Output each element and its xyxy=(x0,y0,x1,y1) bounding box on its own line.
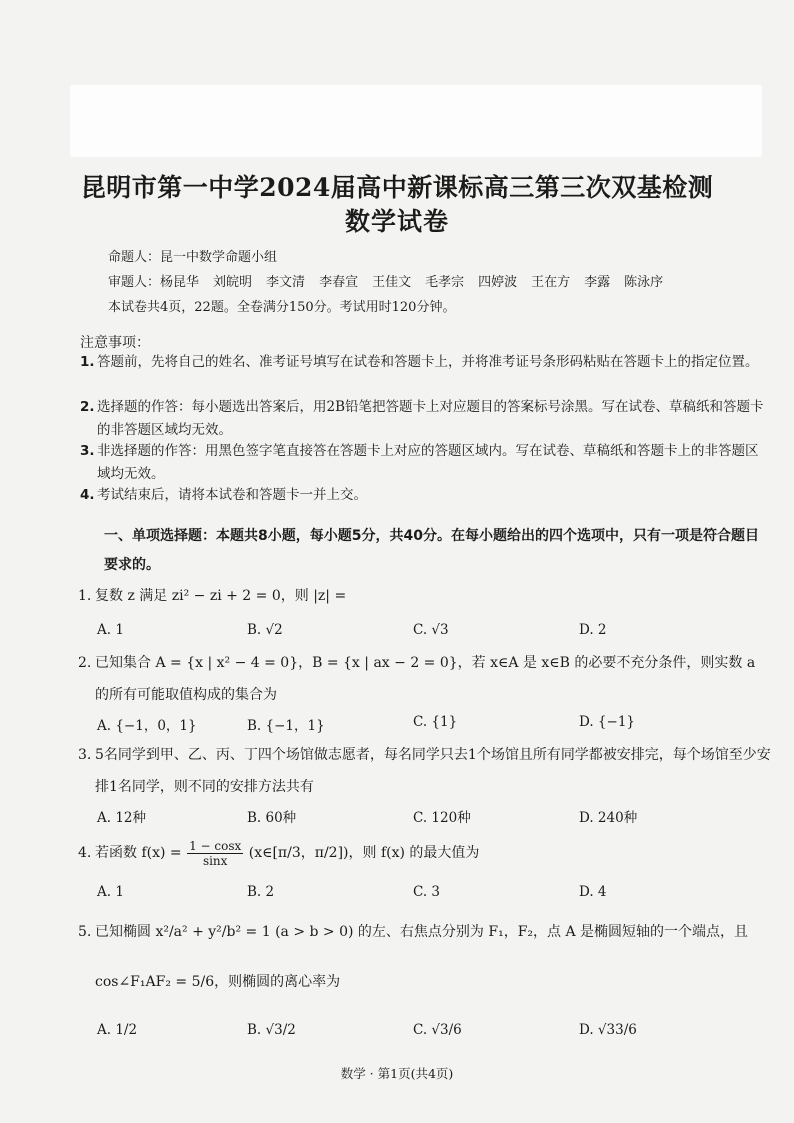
blank-header-band xyxy=(70,85,762,157)
question-number: 3. xyxy=(78,747,92,763)
reviewer-name: 李露 xyxy=(584,275,611,290)
question-number: 1. xyxy=(78,588,92,604)
section-heading xyxy=(80,522,770,580)
option-b: B. √3/2 xyxy=(247,1022,296,1038)
question-text: 已知集合 A = {x | x² − 4 = 0}，B = {x | ax − 2 = 0}，若 x∈A 是 x∈B 的必要不充分条件，则实数 a 的所有可能取值构成的集合为 xyxy=(95,655,756,703)
notice-text: 选择题的作答：每小题选出答案后，用2B铅笔把答题卡上对应题目的答案标号涂黑。写在试卷、草稿纸和答题卡的非答题区域均无效。 xyxy=(97,399,764,438)
option-d: D. 2 xyxy=(579,622,607,638)
reviewer-line xyxy=(108,271,663,290)
option-d: D. {−1} xyxy=(579,714,636,730)
option-a: A. 1 xyxy=(97,884,124,900)
question-1 xyxy=(78,580,772,612)
notice-text: 考试结束后，请将本试卷和答题卡一并上交。 xyxy=(97,487,367,503)
notice-number: 2. xyxy=(80,399,95,415)
reviewer-name: 毛孝宗 xyxy=(425,275,465,290)
option-c: C. √3 xyxy=(413,622,449,638)
section-heading-text: 一、单项选择题：本题共8小题，每小题5分，共40分。在每小题给出的四个选项中，只有一项是符合题目要求的。 xyxy=(104,528,759,573)
question-formula xyxy=(78,837,772,869)
reviewer-label: 审题人： xyxy=(108,275,161,290)
notice-title: 注意事项： xyxy=(80,335,150,351)
notice-item xyxy=(80,396,770,442)
notice-number: 1. xyxy=(80,354,95,370)
reviewer-name: 陈泳序 xyxy=(624,275,664,290)
fraction-denominator: sinx xyxy=(202,853,228,868)
question-text: 复数 z 满足 zi² − zi + 2 = 0，则 |z| = xyxy=(95,588,347,604)
question-number: 2. xyxy=(78,655,92,671)
options-row xyxy=(97,714,757,738)
question-number: 4. xyxy=(78,845,92,861)
reviewer-name: 李文清 xyxy=(266,275,306,290)
options-row xyxy=(97,806,757,830)
fraction xyxy=(187,839,243,868)
reviewer-name: 杨昆华 xyxy=(160,275,200,290)
option-b: B. 60种 xyxy=(247,810,297,826)
question-4 xyxy=(78,837,772,869)
option-c: C. {1} xyxy=(413,714,458,730)
option-a: A. 12种 xyxy=(97,810,147,826)
option-c: C. 3 xyxy=(413,884,441,900)
notice-text: 非选择题的作答：用黑色签字笔直接答在答题卡上对应的答题区域内。写在试卷、草稿纸和答题卡上的非答题区域均无效。 xyxy=(97,443,759,482)
reviewer-name: 李春宣 xyxy=(319,275,359,290)
options-row xyxy=(97,884,757,908)
notice-item xyxy=(80,484,770,507)
option-c: C. 120种 xyxy=(413,810,471,826)
notice-item xyxy=(80,440,770,486)
option-d: D. 4 xyxy=(579,884,607,900)
option-c: C. √3/6 xyxy=(413,1022,462,1038)
option-d: D. √33/6 xyxy=(579,1022,637,1038)
options-row xyxy=(97,622,757,646)
question-number: 5. xyxy=(78,924,92,940)
question-text-line2: cos∠F₁AF₂ = 5/6，则椭圆的离心率为 xyxy=(95,974,341,990)
question-text-pre: 若函数 f(x) = xyxy=(95,845,182,861)
option-a: A. {−1，0，1} xyxy=(97,718,197,734)
option-b: B. {−1，1} xyxy=(247,718,325,734)
notice-number: 3. xyxy=(80,443,95,459)
question-text: 已知椭圆 x²/a² + y²/b² = 1 (a > b > 0) 的左、右焦点分别为 F₁，F₂，点 A 是椭圆短轴的一个端点，且 xyxy=(95,924,749,940)
notice-number: 4. xyxy=(80,487,95,503)
reviewer-name: 刘皖明 xyxy=(213,275,253,290)
exam-info-line: 本试卷共4页，22题。全卷满分150分。考试用时120分钟。 xyxy=(108,300,456,315)
option-a: A. 1 xyxy=(97,622,124,638)
reviewer-name: 四婷波 xyxy=(478,275,518,290)
question-3 xyxy=(78,739,772,803)
page-footer: 数学 · 第1页(共4页) xyxy=(340,1066,454,1081)
option-b: B. 2 xyxy=(247,884,275,900)
author-line: 命题人：昆一中数学命题小组 xyxy=(108,250,278,265)
question-2 xyxy=(78,647,772,711)
exam-subtitle: 数学试卷 xyxy=(344,207,449,236)
question-5-continued xyxy=(78,966,772,998)
reviewer-name: 王佳文 xyxy=(372,275,412,290)
fraction-numerator: 1 − cosx xyxy=(189,838,242,853)
question-text: 5名同学到甲、乙、丙、丁四个场馆做志愿者，每名同学只去1个场馆且所有同学都被安排完，每个场馆至少安排1名同学，则不同的安排方法共有 xyxy=(95,747,771,795)
question-5 xyxy=(78,916,772,948)
option-a: A. 1/2 xyxy=(97,1022,138,1038)
notice-text: 答题前，先将自己的姓名、准考证号填写在试卷和答题卡上，并将准考证号条形码粘贴在答题卡上的指定位置。 xyxy=(97,354,759,370)
notice-item xyxy=(80,351,770,374)
option-b: B. √2 xyxy=(247,622,283,638)
exam-title: 昆明市第一中学2024届高中新课标高三第三次双基检测 xyxy=(80,173,714,202)
question-text-post: (x∈[π/3，π/2])，则 f(x) 的最大值为 xyxy=(248,845,480,861)
option-d: D. 240种 xyxy=(579,810,638,826)
reviewer-name: 王在方 xyxy=(531,275,571,290)
options-row xyxy=(97,1022,757,1046)
